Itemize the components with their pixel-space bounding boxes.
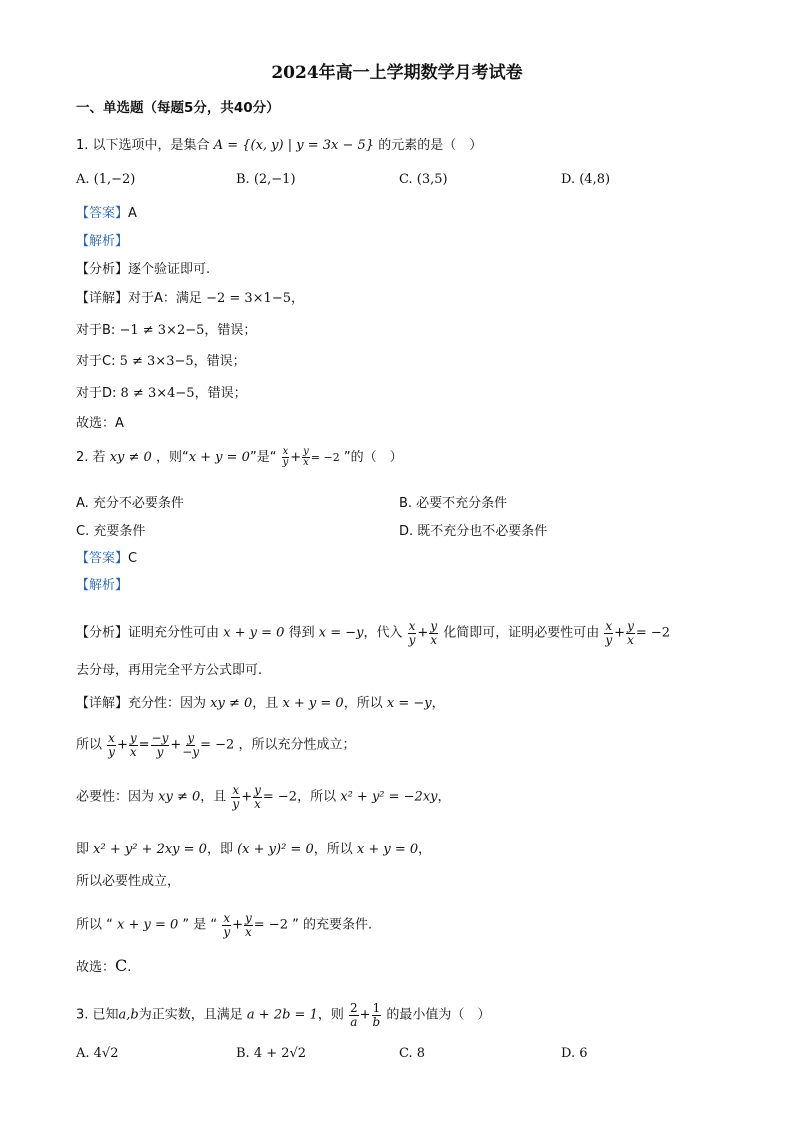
q2-detail-3: 必要性：因为 xy ≠ 0，且 $\frac{x}{y}$ + $\frac{y}{x}$ = −2，所以 x² + y² = −2xy， <box>76 783 451 811</box>
fraction: $\frac{x}{y}$ <box>605 619 613 647</box>
q2-detail-1: 【详解】充分性：因为 xy ≠ 0，且 x + y = 0，所以 x = −y， <box>76 696 445 711</box>
answer-tag: 【答案】 <box>76 206 129 221</box>
fraction: $\frac{y}{x}$ <box>430 619 438 647</box>
q2-option-b: B. 必要不充分条件 <box>399 496 508 511</box>
fraction: $\frac{y}{-y}$ <box>182 731 200 759</box>
q1-conclusion: 故选：A <box>76 416 124 431</box>
q2-conclusion: 故选：C. <box>76 956 132 975</box>
answer-tag: 【答案】 <box>76 551 129 566</box>
q1-detail-c: 对于C: 5 ≠ 3×3−5，错误； <box>76 354 246 369</box>
q1-option-d: D. (4,8) <box>561 172 611 187</box>
q1-detail-a: 【详解】对于A：满足 −2 = 3×1−5， <box>76 291 304 306</box>
q2-option-c: C. 充要条件 <box>76 524 146 539</box>
fraction: $\frac{x}{y}$ <box>232 783 240 811</box>
q1-answer: 【答案】A <box>76 206 137 221</box>
fraction: $\frac{y}{x}$ <box>129 731 137 759</box>
q3-option-a: A. 4√2 <box>76 1046 119 1061</box>
q1-detail-d: 对于D: 8 ≠ 3×4−5，错误； <box>76 386 247 401</box>
q2-option-d: D. 既不充分也不必要条件 <box>399 524 548 539</box>
fraction: $\frac{y}{x}$ <box>303 445 309 468</box>
q1-detail-b: 对于B: −1 ≠ 3×2−5，错误； <box>76 323 257 338</box>
q3-option-b: B. 4 + 2√2 <box>236 1046 307 1061</box>
fraction: $\frac{x}{y}$ <box>282 445 289 468</box>
q2-detail-5: 所以必要性成立， <box>76 874 181 889</box>
q2-analysis-tag: 【解析】 <box>76 578 129 593</box>
fraction: $\frac{y}{x}$ <box>245 911 252 939</box>
fraction: $\frac{y}{x}$ <box>254 783 261 811</box>
fraction: $\frac{-y}{y}$ <box>151 731 169 759</box>
fraction: $\frac{x}{y}$ <box>408 619 416 647</box>
q3-option-c: C. 8 <box>399 1046 426 1061</box>
fraction: $\frac{2}{a}$ <box>350 1001 358 1029</box>
q2-fenxi: 【分析】证明充分性可由 x + y = 0 得到 x = −y，代入 $\frac{x}{y}$ + $\frac{y}{x}$ 化简即可，证明必要性可由 $\frac{x}{y}$ + $\frac{y}{x}$ = −2 <box>76 619 671 647</box>
q2-detail-2: 所以 $\frac{x}{y}$ + $\frac{y}{x}$ = $\frac{-y}{y}$ + $\frac{y}{-y}$ = −2 ，所以充分性成立； <box>76 731 356 759</box>
q1-option-c: C. (3,5) <box>399 172 448 187</box>
q2-answer: 【答案】C <box>76 551 138 566</box>
q1-option-a: A. (1,−2) <box>76 172 136 187</box>
fraction: $\frac{x}{y}$ <box>223 911 231 939</box>
q1-set-expr: A = {(x, y) | y = 3x − 5} <box>213 138 375 153</box>
fraction: $\frac{x}{y}$ <box>108 731 115 759</box>
page-title: 2024年高一上学期数学月考试卷 <box>271 63 523 83</box>
q2-stem: 2. 若 xy ≠ 0 ，则“x + y = 0”是“ $\frac{x}{y}$ + $\frac{y}{x}$ = −2 ”的（ ） <box>76 445 403 468</box>
q1-fenxi: 【分析】逐个验证即可. <box>76 262 211 277</box>
fraction: $\frac{y}{x}$ <box>627 619 634 647</box>
q2-detail-6: 所以 “ x + y = 0 ” 是 “ $\frac{x}{y}$ + $\frac{y}{x}$ = −2 ” 的充要条件. <box>76 911 373 939</box>
q3-option-d: D. 6 <box>561 1046 588 1061</box>
q2-fenxi-line2: 去分母，再用完全平方公式即可. <box>76 663 263 678</box>
q1-analysis-tag: 【解析】 <box>76 234 129 249</box>
q3-stem: 3. 已知a,b为正实数，且满足 a + 2b = 1，则 $\frac{2}{a}$ + $\frac{1}{b}$ 的最小值为（ ） <box>76 1001 491 1029</box>
section-heading: 一、单选题（每题5分，共40分） <box>76 100 280 116</box>
fraction: $\frac{1}{b}$ <box>372 1001 381 1029</box>
q1-option-b: B. (2,−1) <box>236 172 296 187</box>
q2-option-a: A. 充分不必要条件 <box>76 496 184 511</box>
q1-stem: 1. 以下选项中，是集合 A = {(x, y) | y = 3x − 5} 的元素的是（ ） <box>76 138 483 153</box>
q2-detail-4: 即 x² + y² + 2xy = 0，即 (x + y)² = 0，所以 x + y = 0， <box>76 842 432 857</box>
